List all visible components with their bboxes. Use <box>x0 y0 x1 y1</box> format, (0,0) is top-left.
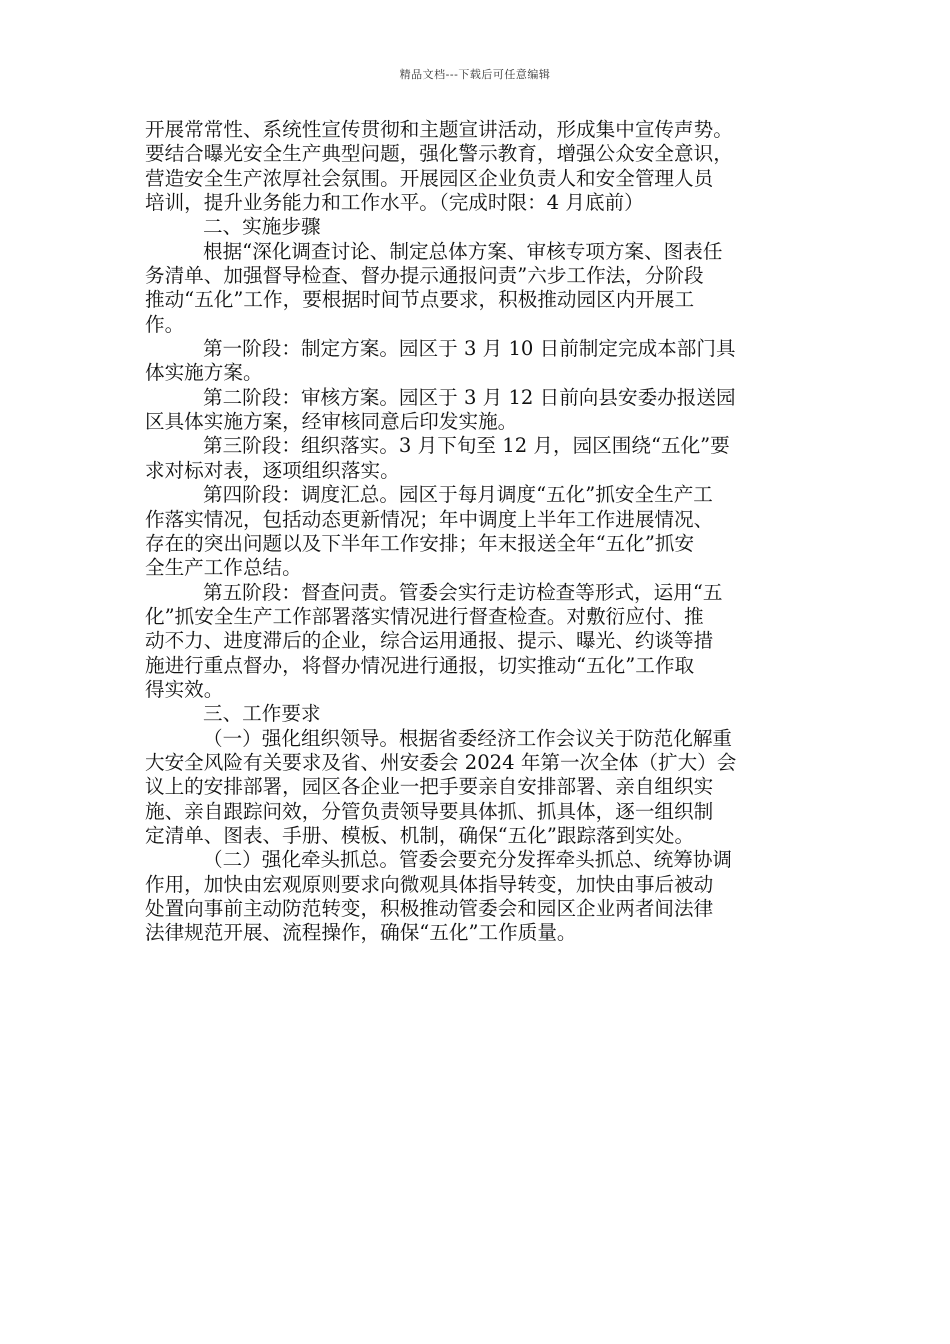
text-line: 定清单、图表、手册、模板、机制，确保“五化”跟踪落到实处。 <box>145 823 695 847</box>
text-line: 第二阶段：审核方案。园区于 3 月 12 日前向县安委办报送园 <box>203 385 736 409</box>
text-line: 根据“深化调查讨论、制定总体方案、审核专项方案、图表任 <box>203 239 723 263</box>
text-line: 第一阶段：制定方案。园区于 3 月 10 日前制定完成本部门具 <box>203 337 736 361</box>
text-line: 作。 <box>145 312 185 336</box>
document-body <box>145 118 810 946</box>
text-line: 处置向事前主动防范转变，积极推动管委会和园区企业两者间法律 <box>145 897 714 920</box>
text-line: 务清单、加强督导检查、督办提示通报问责”六步工作法，分阶段 <box>145 264 704 288</box>
text-line: 存在的突出问题以及下半年工作安排；年末报送全年“五化”抓安 <box>145 531 695 555</box>
text-line: 大安全风险有关要求及省、州安委会 2024 年第一次全体（扩大）会 <box>145 750 737 774</box>
text-line: 第三阶段：组织落实。3 月下旬至 12 月，园区围绕“五化”要 <box>203 434 730 458</box>
text-line: 议上的安排部署，园区各企业一把手要亲自安排部署、亲自组织实 <box>145 775 714 799</box>
text-line: 体实施方案。 <box>145 361 263 385</box>
text-line: （一）强化组织领导。根据省委经济工作会议关于防范化解重 <box>203 726 733 750</box>
text-line: 法律规范开展、流程操作，确保“五化”工作质量。 <box>145 921 577 945</box>
text-line: 施、亲自跟踪问效，分管负责领导要具体抓、抓具体，逐一组织制 <box>145 799 714 823</box>
text-line: 开展常常性、系统性宣传贯彻和主题宣讲活动，形成集中宣传声势。 <box>145 118 733 141</box>
text-line: 动不力、进度滞后的企业，综合运用通报、提示、曝光、约谈等措 <box>145 629 714 653</box>
text-line: 营造安全生产浓厚社会氛围。开展园区企业负责人和安全管理人员 <box>145 166 714 190</box>
text-line: 作落实情况，包括动态更新情况；年中调度上半年工作进展情况、 <box>145 507 714 531</box>
text-line: 三、工作要求 <box>203 702 321 726</box>
text-line: 推动“五化”工作，要根据时间节点要求，积极推动园区内开展工 <box>145 288 695 312</box>
text-line: 化”抓安全生产工作部署落实情况进行督查检查。对敷衍应付、推 <box>145 604 704 628</box>
text-line: 求对标对表，逐项组织落实。 <box>145 458 400 482</box>
text-line: （二）强化牵头抓总。管委会要充分发挥牵头抓总、统筹协调 <box>203 848 733 872</box>
text-line: 作用，加快由宏观原则要求向微观具体指导转变，加快由事后被动 <box>145 872 714 896</box>
page-header: 精品文档---下载后可任意编辑 <box>399 68 551 81</box>
text-line: 得实效。 <box>145 677 224 701</box>
text-line: 二、实施步骤 <box>203 215 321 239</box>
text-line: 施进行重点督办，将督办情况进行通报，切实推动“五化”工作取 <box>145 653 695 677</box>
text-line: 全生产工作总结。 <box>145 556 302 580</box>
text-line: 第四阶段：调度汇总。园区于每月调度“五化”抓安全生产工 <box>203 483 713 507</box>
text-line: 第五阶段：督查问责。管委会实行走访检查等形式，运用“五 <box>203 580 723 604</box>
text-line: 培训，提升业务能力和工作水平。（完成时限：4 月底前） <box>145 191 644 215</box>
text-line: 要结合曝光安全生产典型问题，强化警示教育，增强公众安全意识， <box>145 142 733 166</box>
text-line: 区具体实施方案，经审核同意后印发实施。 <box>145 410 518 434</box>
